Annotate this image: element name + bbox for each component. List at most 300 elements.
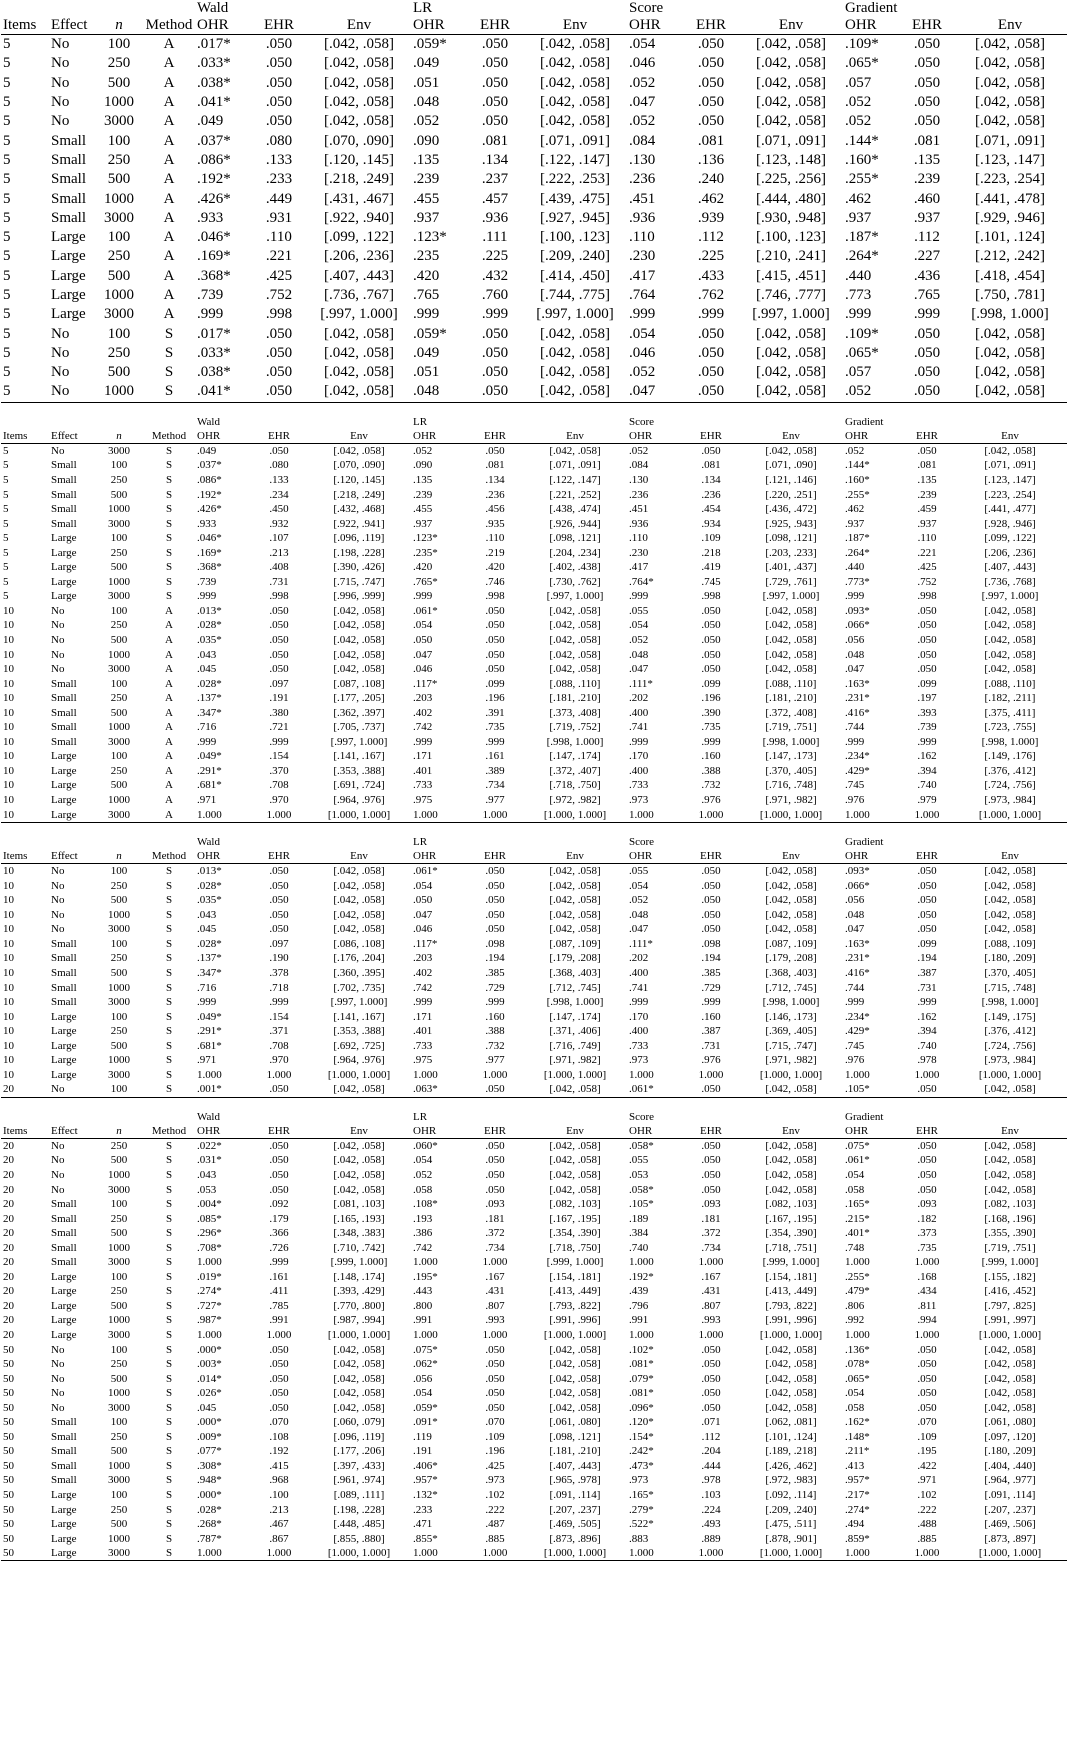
cell-wald-ehr: .449 (265, 190, 293, 207)
table-row (1, 1371, 1067, 1386)
col-header-ehr: EHR (700, 849, 722, 862)
cell-score-ohr: .154* (629, 1430, 654, 1443)
cell-lr-env: [.439, .475] (540, 190, 610, 207)
cell-wald-env: [.448, .485] (333, 1518, 385, 1531)
cell-n: 250 (110, 764, 128, 777)
table-row (1, 966, 1067, 981)
cell-wald-ehr: .970 (269, 794, 289, 807)
cell-wald-ehr: .050 (269, 1387, 289, 1400)
cell-lr-env: [.042, .058] (549, 663, 601, 676)
cell-score-ehr: .050 (697, 94, 725, 111)
cell-score-env: [.997, 1.000] (752, 306, 830, 323)
cell-lr-env: [.181, .210] (549, 1445, 601, 1458)
cell-score-ehr: .160 (701, 1010, 721, 1023)
cell-wald-ohr: .019* (197, 1270, 222, 1283)
cell-lr-ehr: .050 (485, 1083, 505, 1096)
table-row (1, 189, 1067, 208)
cell-n: 3000 (108, 517, 130, 530)
cell-gradient-env: [.042, .058] (984, 865, 1036, 878)
cell-wald-ohr: .291* (197, 1025, 222, 1038)
cell-lr-ohr: .047 (413, 908, 433, 921)
cell-gradient-ohr: .859* (845, 1532, 870, 1545)
cell-effect: No (51, 1183, 65, 1196)
cell-gradient-env: [.998, 1.000] (971, 306, 1049, 323)
cell-effect: Small (51, 677, 77, 690)
cell-method: A (165, 750, 173, 763)
cell-gradient-env: [.091, .114] (984, 1489, 1036, 1501)
cell-effect: No (51, 1343, 65, 1356)
cell-gradient-ohr: .048 (845, 648, 865, 661)
cell-wald-ohr: 1.000 (197, 1068, 222, 1081)
cell-wald-ohr: .035* (197, 894, 222, 907)
cell-method: S (165, 1198, 173, 1211)
cell-lr-ohr: .235* (413, 546, 438, 559)
cell-gradient-ohr: .047 (845, 663, 865, 676)
cell-score-ehr: .136 (697, 151, 725, 168)
cell-wald-env: [.360, .395] (333, 966, 385, 979)
cell-wald-env: [.042, .058] (333, 908, 385, 921)
cell-method: S (165, 1212, 173, 1225)
cell-effect: Small (51, 151, 87, 168)
cell-method: S (165, 1387, 173, 1400)
table-row (1, 286, 1067, 305)
cell-lr-ohr: .119 (413, 1430, 432, 1443)
cell-method: S (165, 1474, 173, 1487)
cell-gradient-ehr: .050 (913, 113, 941, 130)
cell-score-env: [.712, .745] (765, 981, 817, 994)
cell-lr-env: [.042, .058] (549, 894, 601, 907)
cell-gradient-ehr: .740 (917, 1039, 937, 1052)
cell-items: 20 (3, 1139, 14, 1152)
cell-gradient-ohr: .255* (845, 171, 879, 188)
cell-items: 10 (3, 1010, 14, 1023)
cell-items: 5 (3, 459, 9, 472)
table-row (1, 458, 1067, 473)
cell-gradient-ehr: .168 (917, 1270, 937, 1283)
cell-wald-ohr: .274* (197, 1285, 222, 1298)
cell-score-ohr: .102* (629, 1343, 654, 1356)
cell-items: 10 (3, 1054, 14, 1067)
cell-effect: Large (51, 248, 86, 265)
table-row (1, 1182, 1067, 1197)
cell-wald-ehr: .050 (269, 619, 289, 632)
cell-lr-ohr: .733 (413, 779, 433, 792)
cell-items: 5 (3, 229, 11, 246)
cell-wald-env: [1.000, 1.000] (327, 1068, 391, 1081)
cell-gradient-env: [.042, .058] (975, 364, 1045, 381)
cell-wald-ehr: .718 (269, 981, 289, 994)
col-header-env: Env (782, 429, 800, 442)
cell-wald-ohr: .933 (197, 517, 217, 530)
cell-score-env: [.042, .058] (765, 1343, 817, 1356)
cell-score-ohr: .165* (629, 1489, 654, 1501)
cell-lr-ehr: .936 (481, 209, 509, 226)
cell-items: 5 (3, 546, 9, 559)
cell-effect: No (51, 1401, 65, 1414)
cell-wald-ohr: .192* (197, 171, 231, 188)
cell-score-env: [.793, .822] (765, 1299, 817, 1312)
cell-lr-env: [.042, .058] (549, 1183, 601, 1196)
cell-lr-env: [.209, .240] (540, 248, 610, 265)
cell-score-ohr: .052 (629, 894, 649, 907)
cell-items: 20 (3, 1314, 14, 1327)
group-header-gradient: Gradient (845, 1110, 884, 1123)
table-row (1, 1024, 1067, 1039)
cell-wald-env: [.362, .397] (333, 706, 385, 719)
cell-gradient-ohr: .999 (845, 306, 872, 323)
cell-gradient-ehr: .765 (913, 287, 941, 303)
cell-score-env: [.729, .761] (765, 575, 817, 588)
cell-wald-ehr: .721 (269, 721, 289, 734)
cell-items: 10 (3, 981, 14, 994)
cell-method: A (163, 287, 175, 303)
cell-effect: No (51, 908, 65, 921)
cell-lr-ehr: .099 (485, 677, 505, 690)
cell-score-ehr: .939 (697, 209, 725, 226)
cell-lr-ehr: .050 (481, 36, 509, 53)
cell-gradient-ohr: .416* (845, 706, 870, 719)
cell-lr-ehr: .389 (485, 764, 505, 777)
cell-wald-ohr: .933 (197, 209, 224, 226)
cell-lr-ehr: .050 (485, 1183, 505, 1196)
table-row (1, 1009, 1067, 1024)
cell-score-ohr: .400 (629, 966, 649, 979)
cell-wald-ohr: .268* (197, 1518, 222, 1531)
cell-wald-ehr: .050 (269, 1083, 289, 1096)
cell-n: 250 (110, 1503, 128, 1516)
header-spacer (97, 1110, 141, 1124)
cell-items: 10 (3, 750, 14, 763)
cell-lr-env: [.469, .505] (549, 1518, 601, 1531)
cell-wald-env: [.042, .058] (333, 1154, 385, 1167)
group-header-lr: LR (413, 1110, 428, 1123)
cell-n: 500 (110, 779, 128, 792)
cell-wald-ohr: .999 (197, 735, 217, 748)
cell-lr-env: [.042, .058] (540, 344, 610, 361)
cell-gradient-env: [.042, .058] (975, 74, 1045, 91)
group-header-lr: LR (413, 835, 428, 848)
cell-wald-ohr: .049 (197, 444, 217, 457)
table-row (1, 908, 1067, 923)
table-row (1, 1357, 1067, 1372)
col-header-items: Items (3, 849, 28, 862)
cell-n: 250 (110, 1285, 128, 1298)
cell-wald-ohr: .028* (197, 619, 222, 632)
cell-method: S (165, 1459, 173, 1472)
cell-score-ehr: .385 (701, 966, 721, 979)
col-header-effect: Effect (51, 17, 88, 33)
cell-n: 3000 (108, 1256, 130, 1269)
cell-gradient-env: [.061, .080] (984, 1416, 1036, 1429)
cell-lr-env: [.965, .978] (549, 1474, 601, 1487)
cell-n: 500 (110, 488, 128, 501)
cell-wald-ehr: .050 (265, 383, 293, 400)
cell-score-ohr: .046 (629, 344, 656, 361)
cell-n: 3000 (104, 306, 134, 323)
cell-score-ehr: 1.000 (698, 1328, 724, 1341)
cell-lr-ehr: .977 (485, 794, 505, 807)
cell-wald-ehr: .050 (269, 604, 289, 617)
cell-gradient-ohr: .058 (845, 1401, 865, 1414)
cell-gradient-ehr: .050 (913, 94, 941, 111)
results-table-2 (1, 415, 1067, 823)
cell-lr-ehr: .194 (485, 952, 505, 965)
cell-gradient-env: [.042, .058] (984, 1183, 1036, 1196)
cell-score-ehr: .050 (701, 1183, 721, 1196)
cell-lr-ohr: .742 (413, 721, 433, 734)
cell-n: 100 (110, 750, 128, 763)
cell-n: 1000 (108, 981, 130, 994)
cell-items: 5 (3, 267, 11, 284)
cell-n: 100 (110, 1489, 128, 1501)
cell-wald-env: [.987, .994] (333, 1314, 385, 1327)
cell-score-ohr: .110 (629, 532, 648, 545)
cell-wald-env: [.042, .058] (324, 55, 394, 72)
cell-gradient-ohr: .052 (845, 444, 865, 457)
cell-score-env: [.062, .081] (765, 1416, 817, 1429)
cell-n: 1000 (108, 908, 130, 921)
cell-gradient-ohr: .109* (845, 36, 879, 53)
cell-lr-env: [.071, .091] (540, 132, 610, 149)
table-row (1, 662, 1067, 677)
cell-method: A (165, 794, 173, 807)
cell-score-ehr: .390 (701, 706, 721, 719)
cell-wald-env: [.432, .468] (333, 503, 385, 516)
cell-gradient-ohr: .093* (845, 865, 870, 878)
cell-lr-ohr: .999 (413, 306, 440, 323)
cell-method: A (165, 706, 173, 719)
table-row (1, 807, 1067, 822)
cell-gradient-ehr: .050 (913, 55, 941, 72)
header-spacer (47, 415, 97, 429)
cell-method: S (165, 894, 173, 907)
cell-score-env: [.203, .233] (765, 546, 817, 559)
cell-items: 50 (3, 1445, 14, 1458)
cell-score-env: [.087, .109] (765, 937, 817, 950)
cell-gradient-ehr: .102 (917, 1489, 937, 1501)
cell-wald-env: [.042, .058] (333, 648, 385, 661)
cell-method: S (164, 364, 174, 381)
cell-method: A (165, 634, 173, 647)
cell-gradient-ohr: .937 (845, 209, 872, 226)
cell-gradient-ehr: .393 (917, 706, 937, 719)
cell-lr-ehr: .181 (485, 1212, 505, 1225)
cell-gradient-ehr: .459 (917, 503, 937, 516)
header-spacer (305, 0, 413, 17)
cell-n: 1000 (108, 1314, 130, 1327)
col-header-method: Method (145, 17, 193, 33)
cell-n: 3000 (108, 996, 130, 1009)
cell-wald-ehr: .190 (269, 952, 289, 965)
cell-n: 3000 (104, 113, 134, 130)
cell-score-env: [.071, .090] (765, 459, 817, 472)
cell-gradient-ehr: .050 (917, 1083, 937, 1096)
group-header-lr: LR (413, 415, 428, 428)
cell-gradient-env: [.207, .237] (984, 1503, 1036, 1516)
cell-items: 10 (3, 604, 14, 617)
cell-wald-env: [.715, .747] (333, 575, 385, 588)
cell-method: A (163, 132, 175, 149)
cell-wald-env: [.997, 1.000] (330, 996, 388, 1009)
cell-wald-ohr: .043 (197, 908, 217, 921)
cell-n: 250 (110, 1212, 128, 1225)
cell-lr-env: [.042, .058] (549, 634, 601, 647)
cell-lr-env: [.042, .058] (549, 865, 601, 878)
cell-gradient-ohr: .773* (845, 575, 870, 588)
cell-score-ohr: .054 (629, 879, 649, 892)
cell-wald-ehr: .050 (265, 36, 293, 53)
cell-effect: No (51, 1083, 65, 1096)
cell-lr-env: [.998, 1.000] (546, 996, 604, 1009)
group-header-lr: LR (413, 0, 433, 16)
cell-score-ehr: .729 (701, 981, 721, 994)
cell-score-ohr: .400 (629, 1025, 649, 1038)
cell-lr-ehr: .431 (485, 1285, 505, 1298)
cell-score-ohr: .999 (629, 735, 649, 748)
cell-gradient-ohr: .217* (845, 1489, 870, 1501)
table-row (1, 54, 1067, 73)
cell-gradient-ohr: 1.000 (845, 1547, 870, 1560)
cell-lr-ohr: .061* (413, 865, 438, 878)
cell-items: 5 (3, 325, 11, 342)
table-row (1, 1531, 1067, 1546)
cell-lr-ehr: .807 (485, 1299, 505, 1312)
cell-gradient-ohr: .429* (845, 1025, 870, 1038)
cell-lr-ehr: .222 (485, 1503, 505, 1516)
cell-lr-env: [.042, .058] (540, 74, 610, 91)
cell-wald-env: [.042, .058] (333, 1387, 385, 1400)
cell-lr-env: [.926, .944] (549, 517, 601, 530)
cell-score-env: [.147, .173] (765, 750, 817, 763)
cell-wald-env: [.141, .167] (333, 750, 385, 763)
cell-lr-ehr: .225 (481, 248, 509, 265)
cell-score-ehr: .103 (701, 1489, 721, 1501)
header-spacer (737, 835, 845, 849)
cell-wald-env: [.393, .429] (333, 1285, 385, 1298)
cell-score-env: [.998, 1.000] (762, 996, 820, 1009)
cell-wald-ehr: .080 (269, 459, 289, 472)
table-row (1, 1459, 1067, 1474)
header-spacer (305, 1110, 413, 1124)
table-row (1, 995, 1067, 1010)
col-header-env: Env (1001, 849, 1019, 862)
cell-score-ehr: .081 (701, 459, 721, 472)
cell-items: 20 (3, 1270, 14, 1283)
cell-gradient-ohr: .163* (845, 937, 870, 950)
col-header-ohr: OHR (197, 429, 221, 442)
cell-wald-ehr: .931 (265, 209, 293, 226)
cell-lr-ehr: .050 (485, 604, 505, 617)
cell-lr-ehr: .050 (485, 1387, 505, 1400)
cell-wald-ohr: .948* (197, 1474, 222, 1487)
header-spacer (97, 415, 141, 429)
cell-lr-env: [.972, .982] (549, 794, 601, 807)
cell-wald-ehr: .100 (269, 1489, 289, 1501)
cell-gradient-ohr: .052 (845, 113, 872, 130)
cell-lr-ehr: .050 (485, 444, 505, 457)
cell-method: S (165, 1068, 173, 1081)
cell-score-ohr: .170 (629, 1010, 649, 1023)
cell-lr-ehr: .050 (485, 1343, 505, 1356)
cell-lr-env: [.042, .058] (549, 444, 601, 457)
col-header-ehr: EHR (484, 849, 506, 862)
cell-score-ohr: .052 (629, 113, 656, 130)
cell-n: 100 (110, 532, 128, 545)
cell-items: 50 (3, 1532, 14, 1545)
cell-n: 100 (110, 459, 128, 472)
col-header-ehr: EHR (700, 1124, 722, 1137)
cell-method: S (165, 952, 173, 965)
cell-lr-ehr: .999 (485, 996, 505, 1009)
cell-items: 10 (3, 923, 14, 936)
cell-gradient-ohr: .462 (845, 503, 865, 516)
cell-lr-ehr: .735 (485, 721, 505, 734)
cell-score-ohr: .439 (629, 1285, 649, 1298)
cell-method: S (165, 1154, 173, 1167)
cell-wald-ohr: .038* (197, 364, 231, 381)
header-spacer (1, 835, 47, 849)
cell-wald-env: [.042, .058] (324, 113, 394, 130)
cell-wald-env: [.089, .111] (333, 1489, 385, 1501)
cell-score-ehr: .978 (701, 1474, 721, 1487)
cell-gradient-ohr: .234* (845, 750, 870, 763)
table-row (1, 1517, 1067, 1532)
cell-score-ehr: .050 (701, 444, 721, 457)
cell-items: 10 (3, 794, 14, 807)
cell-score-env: [.042, .058] (765, 1139, 817, 1152)
cell-lr-ehr: .050 (485, 1401, 505, 1414)
cell-lr-env: [.438, .474] (549, 503, 601, 516)
cell-lr-ehr: .456 (485, 503, 505, 516)
col-header-items: Items (3, 1124, 28, 1137)
cell-n: 1000 (108, 1241, 130, 1254)
table-row (1, 382, 1067, 402)
cell-lr-env: [.082, .103] (549, 1198, 601, 1211)
cell-effect: Large (51, 306, 86, 323)
cell-wald-env: [.070, .090] (333, 459, 385, 472)
cell-lr-ohr: .054 (413, 619, 433, 632)
cell-gradient-env: [.042, .058] (975, 55, 1045, 72)
cell-lr-ohr: .123* (413, 229, 447, 246)
cell-wald-env: [.922, .941] (333, 517, 385, 530)
col-header-n: n (115, 17, 123, 33)
cell-wald-env: [.702, .735] (333, 981, 385, 994)
cell-method: S (165, 1054, 173, 1067)
cell-wald-ohr: .681* (197, 779, 222, 792)
cell-gradient-ehr: .050 (917, 663, 937, 676)
table-row (1, 1068, 1067, 1083)
cell-score-ehr: .050 (697, 36, 725, 53)
cell-gradient-ehr: .109 (917, 1430, 937, 1443)
cell-score-ehr: .218 (701, 546, 721, 559)
cell-n: 500 (110, 1227, 128, 1240)
cell-effect: Large (51, 808, 77, 821)
cell-items: 10 (3, 735, 14, 748)
cell-gradient-ehr: .434 (917, 1285, 937, 1298)
cell-score-env: [.372, .408] (765, 706, 817, 719)
cell-lr-ehr: .734 (485, 779, 505, 792)
cell-wald-ehr: .752 (265, 287, 293, 303)
cell-wald-env: [.042, .058] (333, 444, 385, 457)
cell-lr-ehr: .732 (485, 1039, 505, 1052)
cell-gradient-ehr: .050 (917, 1372, 937, 1385)
cell-method: S (165, 1139, 173, 1152)
cell-gradient-ohr: .057 (845, 364, 872, 381)
cell-score-env: [.042, .058] (765, 1372, 817, 1385)
cell-lr-ohr: .060* (413, 1139, 438, 1152)
cell-wald-ohr: .085* (197, 1212, 222, 1225)
cell-method: S (164, 325, 174, 342)
